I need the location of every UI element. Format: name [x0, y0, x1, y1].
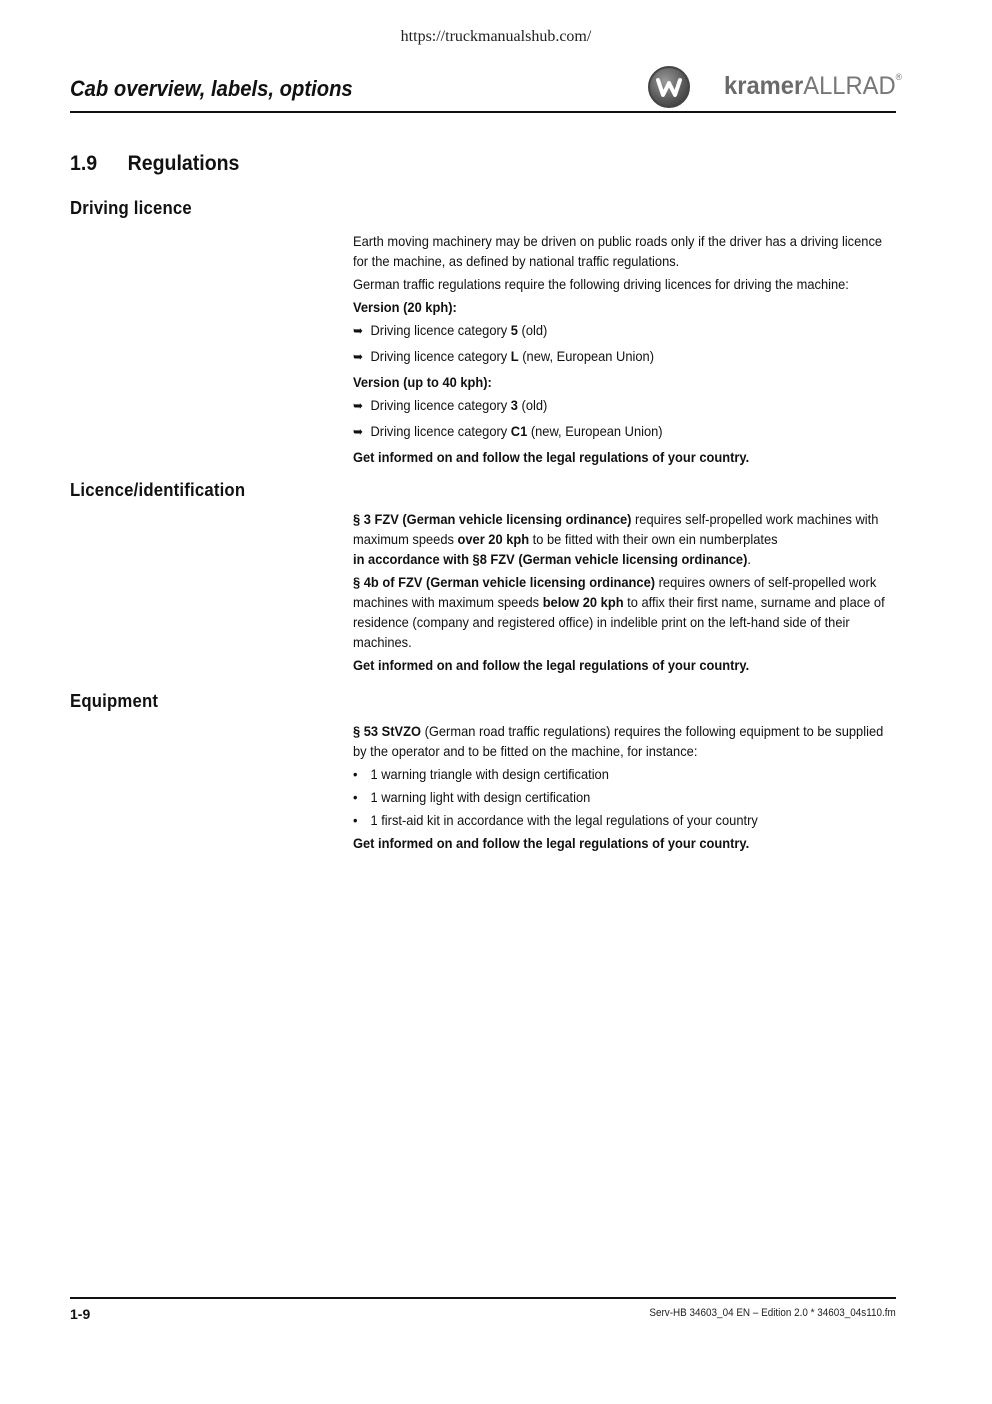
- brand-name-light: ALLRAD: [803, 72, 896, 100]
- footer-rule: [70, 1297, 896, 1299]
- section-number: 1.9: [70, 152, 98, 175]
- paragraph: § 4b of FZV (German vehicle licensing ordinance) requires owners of self-propelled work machines with maximum speeds below 20 kph to affix their first name, surname and place of residence (company and registered office) in indelible print on the left-hand side of their machines.: [353, 574, 885, 650]
- equipment-body: [353, 721, 896, 856]
- wacker-logo-icon: [648, 66, 690, 108]
- licence-identification-body: [353, 509, 896, 678]
- section-name: Regulations: [127, 152, 240, 175]
- right-arrow-icon: ➥: [353, 398, 364, 413]
- right-arrow-icon: ➥: [353, 349, 364, 364]
- bullet-icon: •: [353, 766, 358, 782]
- paragraph: § 3 FZV (German vehicle licensing ordinance) requires self-propelled work machines with maximum speeds over 20 kph to be fitted with their own ein numberplates in accordance with §8 FZV (German vehicle licensing ordinance).: [353, 511, 879, 567]
- bullet-icon: •: [353, 812, 358, 828]
- document-reference: Serv-HB 34603_04 EN – Edition 2.0 * 34603_04s110.fm: [649, 1307, 896, 1319]
- header-title: Cab overview, labels, options: [70, 76, 353, 101]
- list-item: • 1 first-aid kit in accordance with the legal regulations of your country: [353, 812, 758, 828]
- source-url[interactable]: https://truckmanualshub.com/: [400, 28, 592, 45]
- list-item: • 1 warning light with design certification: [353, 789, 591, 805]
- list-item: • 1 warning triangle with design certification: [353, 766, 609, 782]
- brand-name-bold: kramer: [724, 72, 804, 100]
- legal-note: Get informed on and follow the legal regulations of your country.: [353, 835, 750, 851]
- paragraph: German traffic regulations require the following driving licences for driving the machine:: [353, 276, 849, 292]
- list-item: ➥ Driving licence category L (new, European Union): [353, 346, 896, 367]
- right-arrow-icon: ➥: [353, 323, 364, 338]
- heading-equipment: Equipment: [70, 691, 159, 711]
- page-number: 1-9: [70, 1306, 91, 1322]
- legal-note: Get informed on and follow the legal regulations of your country.: [353, 657, 750, 673]
- list-item: ➥ Driving licence category 5 (old): [353, 320, 896, 341]
- section-title: [70, 152, 239, 176]
- list-item: ➥ Driving licence category C1 (new, European Union): [353, 421, 896, 442]
- registered-mark: ®: [895, 72, 902, 82]
- right-arrow-icon: ➥: [353, 424, 364, 439]
- heading-driving-licence: Driving licence: [70, 198, 192, 218]
- brand-logo: [724, 72, 902, 101]
- header-rule: [70, 111, 896, 113]
- version-heading: Version (20 kph):: [353, 299, 457, 315]
- legal-note: Get informed on and follow the legal regulations of your country.: [353, 449, 750, 465]
- list-item: ➥ Driving licence category 3 (old): [353, 395, 896, 416]
- paragraph: Earth moving machinery may be driven on public roads only if the driver has a driving licence for the machine, as defined by national traffic regulations.: [353, 233, 883, 269]
- heading-licence-identification: Licence/identification: [70, 480, 246, 500]
- bullet-icon: •: [353, 789, 358, 805]
- paragraph: § 53 StVZO (German road traffic regulations) requires the following equipment to be supplied by the operator and to be fitted on the machine, for instance:: [353, 723, 884, 759]
- version-heading: Version (up to 40 kph):: [353, 374, 492, 390]
- driving-licence-body: [353, 231, 896, 470]
